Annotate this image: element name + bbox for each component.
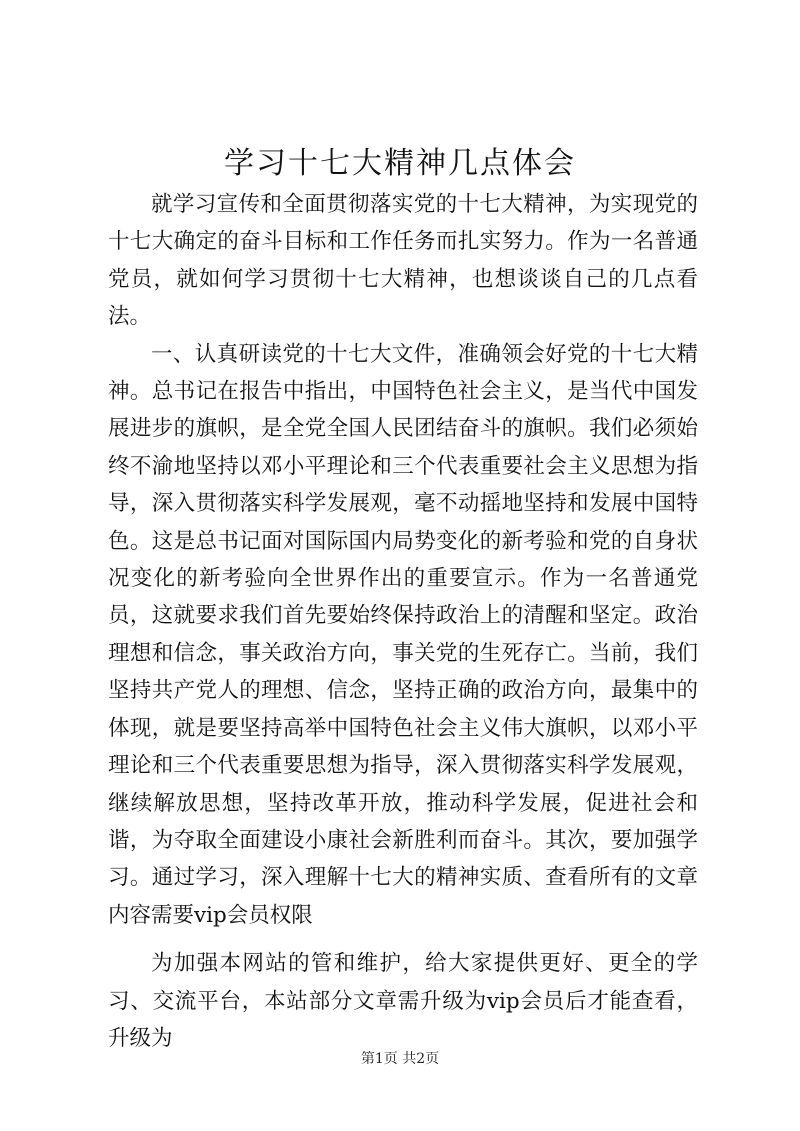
paragraph-vip-notice: 为加强本网站的管和维护，给大家提供更好、更全的学习、交流平台，本站部分文章需升级为vip会员后才能查看，升级为 bbox=[108, 951, 698, 1051]
page-number-footer: 第1页 共2页 bbox=[360, 1051, 440, 1067]
paragraph-section-one: 一、认真研读党的十七大文件，准确领会好党的十七大精神。总书记在报告中指出，中国特色社会主义，是当代中国发展进步的旗帜，是全党全国人民团结奋斗的旗帜。我们必须始终不渝地坚持以邓小平理论和三个代表重要社会主义思想为指导，深入贯彻落实科学发展观，毫不动摇地坚持和发展中国特色。这是总书记面对国际国内局势变化的新考验和党的自身状况变化的新考验向全世界作出的重要宣示。作为一名普通党员，这就要求我们首先要始终保持政治上的清醒和坚定。政治理想和信念，事关政治方向，事关党的生死存亡。当前，我们坚持共产党人的理想、信念，坚持正确的政治方向，最集中的体现，就是要坚持高举中国特色社会主义伟大旗帜，以邓小平理论和三个代表重要思想为指导，深入贯彻落实科学发展观，继续解放思想，坚持改革开放，推动科学发展，促进社会和谐，为夺取全面建设小康社会新胜利而奋斗。其次，要加强学习。通过学习，深入理解十七大的精神实质、查看所有的文章内容需要vip会员权限 bbox=[108, 341, 698, 928]
document-body bbox=[108, 186, 698, 1057]
document-title: 学习十七大精神几点体会 bbox=[224, 146, 576, 181]
paragraph-intro: 就学习宣传和全面贯彻落实党的十七大精神，为实现党的十七大确定的奋斗目标和工作任务而扎实努力。作为一名普通党员，就如何学习贯彻十七大精神，也想谈谈自己的几点看法。 bbox=[108, 192, 698, 330]
